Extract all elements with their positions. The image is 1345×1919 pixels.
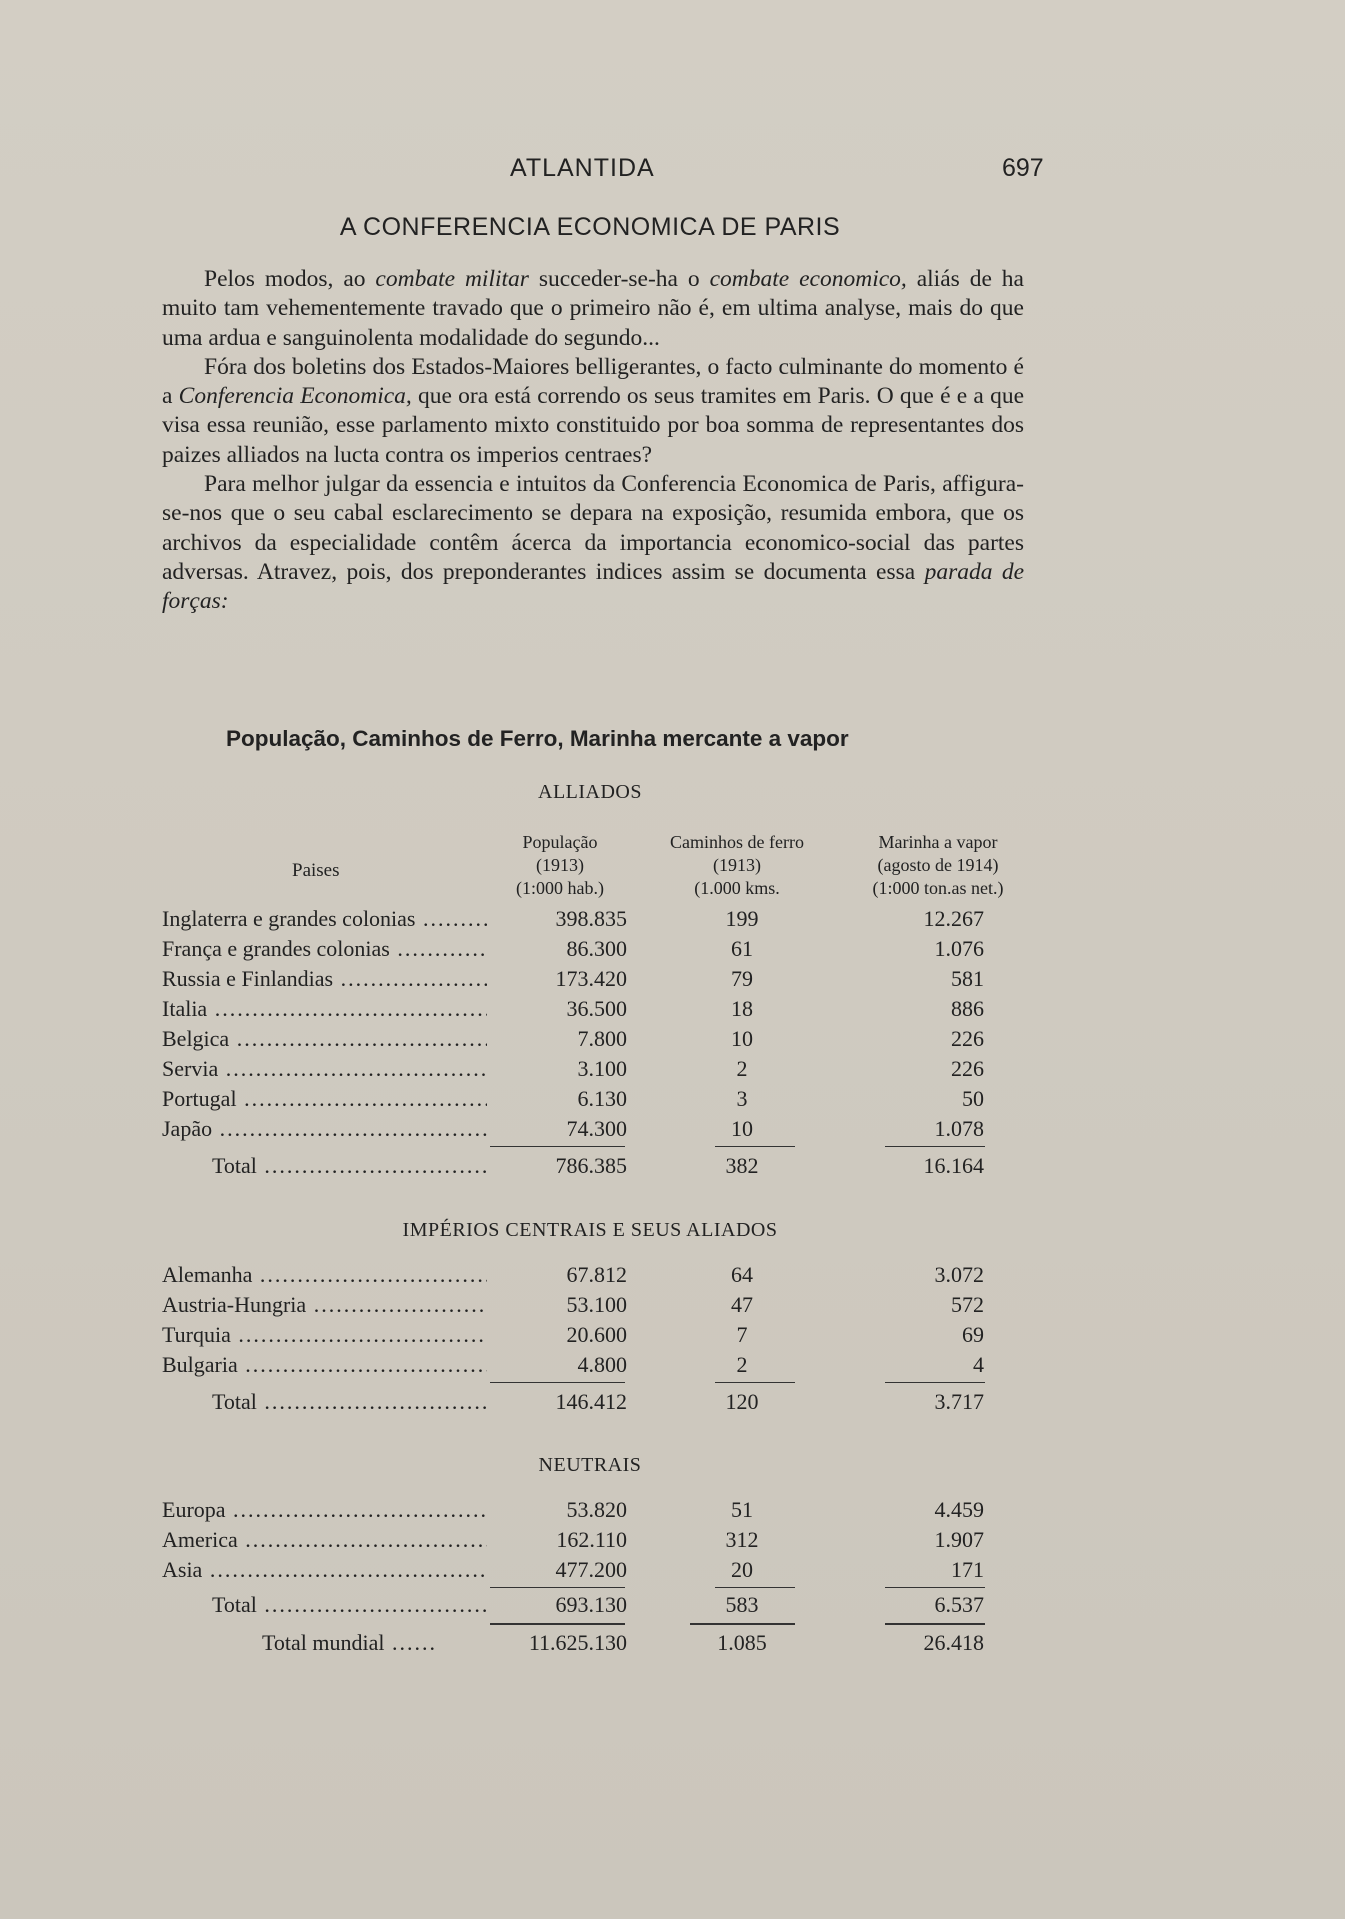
- population-value: 11.625.130: [528, 1630, 627, 1655]
- column-header-line: População: [522, 832, 598, 852]
- sum-rule: [715, 1382, 795, 1383]
- table-total-row: [162, 1592, 1022, 1622]
- railway-value: 7: [736, 1322, 748, 1347]
- paragraph-3: [162, 470, 1024, 616]
- sum-rule: [715, 1587, 795, 1588]
- country-name: Servia .....: [162, 1056, 487, 1082]
- text-run: aliás de ha muito tam vehementemente travado que o primeiro não é, em ultima analyse, mais do que uma ardua e sanguinolenta modalidade do segundo...: [162, 266, 1024, 351]
- shipping-value: 26.418: [923, 1630, 984, 1655]
- railway-value: 20: [731, 1557, 753, 1582]
- text-run: Pelos modos, ao: [204, 266, 376, 292]
- running-header: [0, 148, 1345, 188]
- total-label: Total .....: [162, 1389, 487, 1415]
- railway-value: 382: [725, 1153, 759, 1178]
- sum-rule: [885, 1623, 985, 1625]
- total-label: Total .....: [162, 1153, 487, 1179]
- shipping-value: 6.537: [934, 1592, 984, 1617]
- table-total-row: [162, 1153, 1022, 1183]
- shipping-value: 581: [951, 966, 984, 991]
- population-value: 7.800: [577, 1026, 627, 1051]
- country-name: Japão .....: [162, 1116, 487, 1142]
- text-run: que ora está correndo os seus tramites em Paris. O que é e a que visa essa reunião, esse parlamento mixto constituido por boa somma de representantes dos paizes alliados na lucta contra os imperios centraes?: [162, 383, 1024, 468]
- railway-value: 51: [731, 1497, 753, 1522]
- country-name: França e grandes colonias .....: [162, 936, 487, 962]
- column-header-line: (1913): [536, 855, 584, 875]
- railway-value: 64: [731, 1262, 753, 1287]
- sum-rule: [690, 1623, 795, 1625]
- country-name: Inglaterra e grandes colonias .....: [162, 906, 487, 932]
- table-row: [162, 1086, 1022, 1116]
- shipping-value: 4: [973, 1352, 984, 1377]
- total-label: Total .....: [162, 1592, 487, 1618]
- article-title: A CONFERENCIA ECONOMICA DE PARIS: [339, 213, 841, 241]
- sum-rule: [885, 1146, 985, 1147]
- shipping-value: 1.907: [934, 1527, 984, 1552]
- column-header-shipping: [838, 831, 1038, 900]
- sum-rule: [490, 1382, 625, 1383]
- sum-rule: [490, 1623, 625, 1625]
- table-row: [162, 996, 1022, 1026]
- text-run: Para melhor julgar da essencia e intuitos da Conferencia Economica de Paris, affigura-se-nos que o seu cabal esclarecimento se depara na exposição, resumida embora, que os archivos da especialidade contêm ácerca da importancia economico-social das partes adversas. Atravez, pois, dos preponderantes indices assim se documenta essa: [162, 471, 1024, 585]
- shipping-value: 886: [951, 996, 984, 1021]
- column-header-line: (1913): [713, 855, 761, 875]
- grand-total-row: [162, 1630, 1022, 1660]
- table-total-row: [162, 1389, 1022, 1419]
- shipping-value: 3.072: [934, 1262, 984, 1287]
- country-name: Belgica .....: [162, 1026, 487, 1052]
- railway-value: 2: [736, 1352, 748, 1377]
- table-row: [162, 1352, 1022, 1382]
- shipping-value: 4.459: [934, 1497, 984, 1522]
- railway-value: 18: [731, 996, 753, 1021]
- population-value: 162.110: [556, 1527, 627, 1552]
- shipping-value: 16.164: [923, 1153, 984, 1178]
- railway-value: 61: [731, 936, 753, 961]
- column-header-line: (agosto de 1914): [877, 855, 999, 875]
- railway-value: 2: [736, 1056, 748, 1081]
- shipping-value: 1.078: [934, 1116, 984, 1141]
- table-row: [162, 1026, 1022, 1056]
- column-header-line: (1:000 ton.as net.): [872, 878, 1004, 898]
- text-run: succeder-se-ha o: [528, 266, 710, 292]
- table-row: [162, 1056, 1022, 1086]
- country-name: Bulgaria .....: [162, 1352, 487, 1378]
- paragraph-2: [162, 353, 1024, 470]
- italic-run: combate militar: [375, 266, 529, 292]
- shipping-value: 3.717: [934, 1389, 984, 1414]
- column-header-line: Marinha a vapor: [878, 832, 998, 852]
- shipping-value: 226: [951, 1026, 984, 1051]
- italic-run: Conferencia Economica,: [178, 383, 412, 410]
- population-value: 173.420: [555, 966, 627, 991]
- column-header-line: (1:000 hab.): [516, 878, 604, 898]
- country-name: Austria-Hungria .....: [162, 1292, 487, 1318]
- country-name: Europa .....: [162, 1497, 487, 1523]
- population-value: 6.130: [577, 1086, 627, 1111]
- table-row: [162, 936, 1022, 966]
- sum-rule: [490, 1587, 625, 1588]
- population-value: 36.500: [566, 996, 627, 1021]
- shipping-value: 50: [962, 1086, 984, 1111]
- railway-value: 10: [731, 1026, 753, 1051]
- section-label-alliados: ALLIADOS: [538, 781, 642, 803]
- population-value: 53.820: [566, 1497, 627, 1522]
- population-value: 3.100: [577, 1056, 627, 1081]
- table-row: [162, 1262, 1022, 1292]
- column-header-line: (1.000 kms.: [694, 878, 780, 898]
- shipping-value: 12.267: [923, 906, 984, 931]
- table-row: [162, 1497, 1022, 1527]
- sum-rule: [490, 1146, 625, 1147]
- table-row: [162, 1527, 1022, 1557]
- railway-value: 199: [725, 906, 759, 931]
- shipping-value: 171: [951, 1557, 984, 1582]
- population-value: 146.412: [555, 1389, 627, 1414]
- table-row: [162, 1292, 1022, 1322]
- population-value: 477.200: [555, 1557, 627, 1582]
- sum-rule: [715, 1146, 795, 1147]
- sum-rule: [885, 1587, 985, 1588]
- section-label-neutrals: NEUTRAIS: [538, 1454, 642, 1476]
- country-name: Italia .....: [162, 996, 487, 1022]
- railway-value: 312: [725, 1527, 759, 1552]
- country-name: Portugal .....: [162, 1086, 487, 1112]
- table-row: [162, 1116, 1022, 1146]
- country-name: Alemanha .....: [162, 1262, 487, 1288]
- railway-value: 583: [725, 1592, 759, 1617]
- italic-run: combate economico,: [709, 266, 907, 292]
- shipping-value: 572: [951, 1292, 984, 1317]
- section-label-central-empires: IMPÉRIOS CENTRAIS E SEUS ALIADOS: [402, 1219, 778, 1241]
- population-value: 74.300: [566, 1116, 627, 1141]
- table-row: [162, 1322, 1022, 1352]
- column-header-line: Caminhos de ferro: [670, 832, 804, 852]
- table-row: [162, 1557, 1022, 1587]
- railway-value: 10: [731, 1116, 753, 1141]
- page-number: 697: [1002, 154, 1044, 182]
- shipping-value: 1.076: [934, 936, 984, 961]
- population-value: 67.812: [566, 1262, 627, 1287]
- column-header-railways: [632, 831, 842, 900]
- population-value: 86.300: [566, 936, 627, 961]
- country-column-header: Paises: [292, 860, 340, 881]
- population-value: 53.100: [566, 1292, 627, 1317]
- railway-value: 1.085: [717, 1630, 767, 1655]
- paragraph-1: [162, 265, 1024, 353]
- shipping-value: 69: [962, 1322, 984, 1347]
- country-name: Turquia .....: [162, 1322, 487, 1348]
- table-row: [162, 906, 1022, 936]
- country-name: Asia .....: [162, 1557, 487, 1583]
- population-value: 398.835: [555, 906, 627, 931]
- grand-total-label: Total mundial ......: [162, 1630, 487, 1656]
- population-value: 786.385: [555, 1153, 627, 1178]
- population-value: 693.130: [555, 1592, 627, 1617]
- italic-run: parada de forças:: [162, 558, 1025, 615]
- railway-value: 79: [731, 966, 753, 991]
- population-value: 4.800: [577, 1352, 627, 1377]
- country-name: Russia e Finlandias .....: [162, 966, 487, 992]
- column-header-population: [480, 831, 640, 900]
- running-title: ATLANTIDA: [510, 154, 655, 182]
- population-value: 20.600: [566, 1322, 627, 1347]
- table-title: População, Caminhos de Ferro, Marinha mercante a vapor: [226, 726, 849, 751]
- article-body: [162, 265, 1024, 617]
- country-name: America .....: [162, 1527, 487, 1553]
- shipping-value: 226: [951, 1056, 984, 1081]
- railway-value: 3: [736, 1086, 748, 1111]
- text-run: Fóra dos boletins dos Estados-Maiores belligerantes, o facto culminante do momento é a: [162, 353, 1024, 410]
- table-row: [162, 966, 1022, 996]
- railway-value: 120: [725, 1389, 759, 1414]
- railway-value: 47: [731, 1292, 753, 1317]
- sum-rule: [885, 1382, 985, 1383]
